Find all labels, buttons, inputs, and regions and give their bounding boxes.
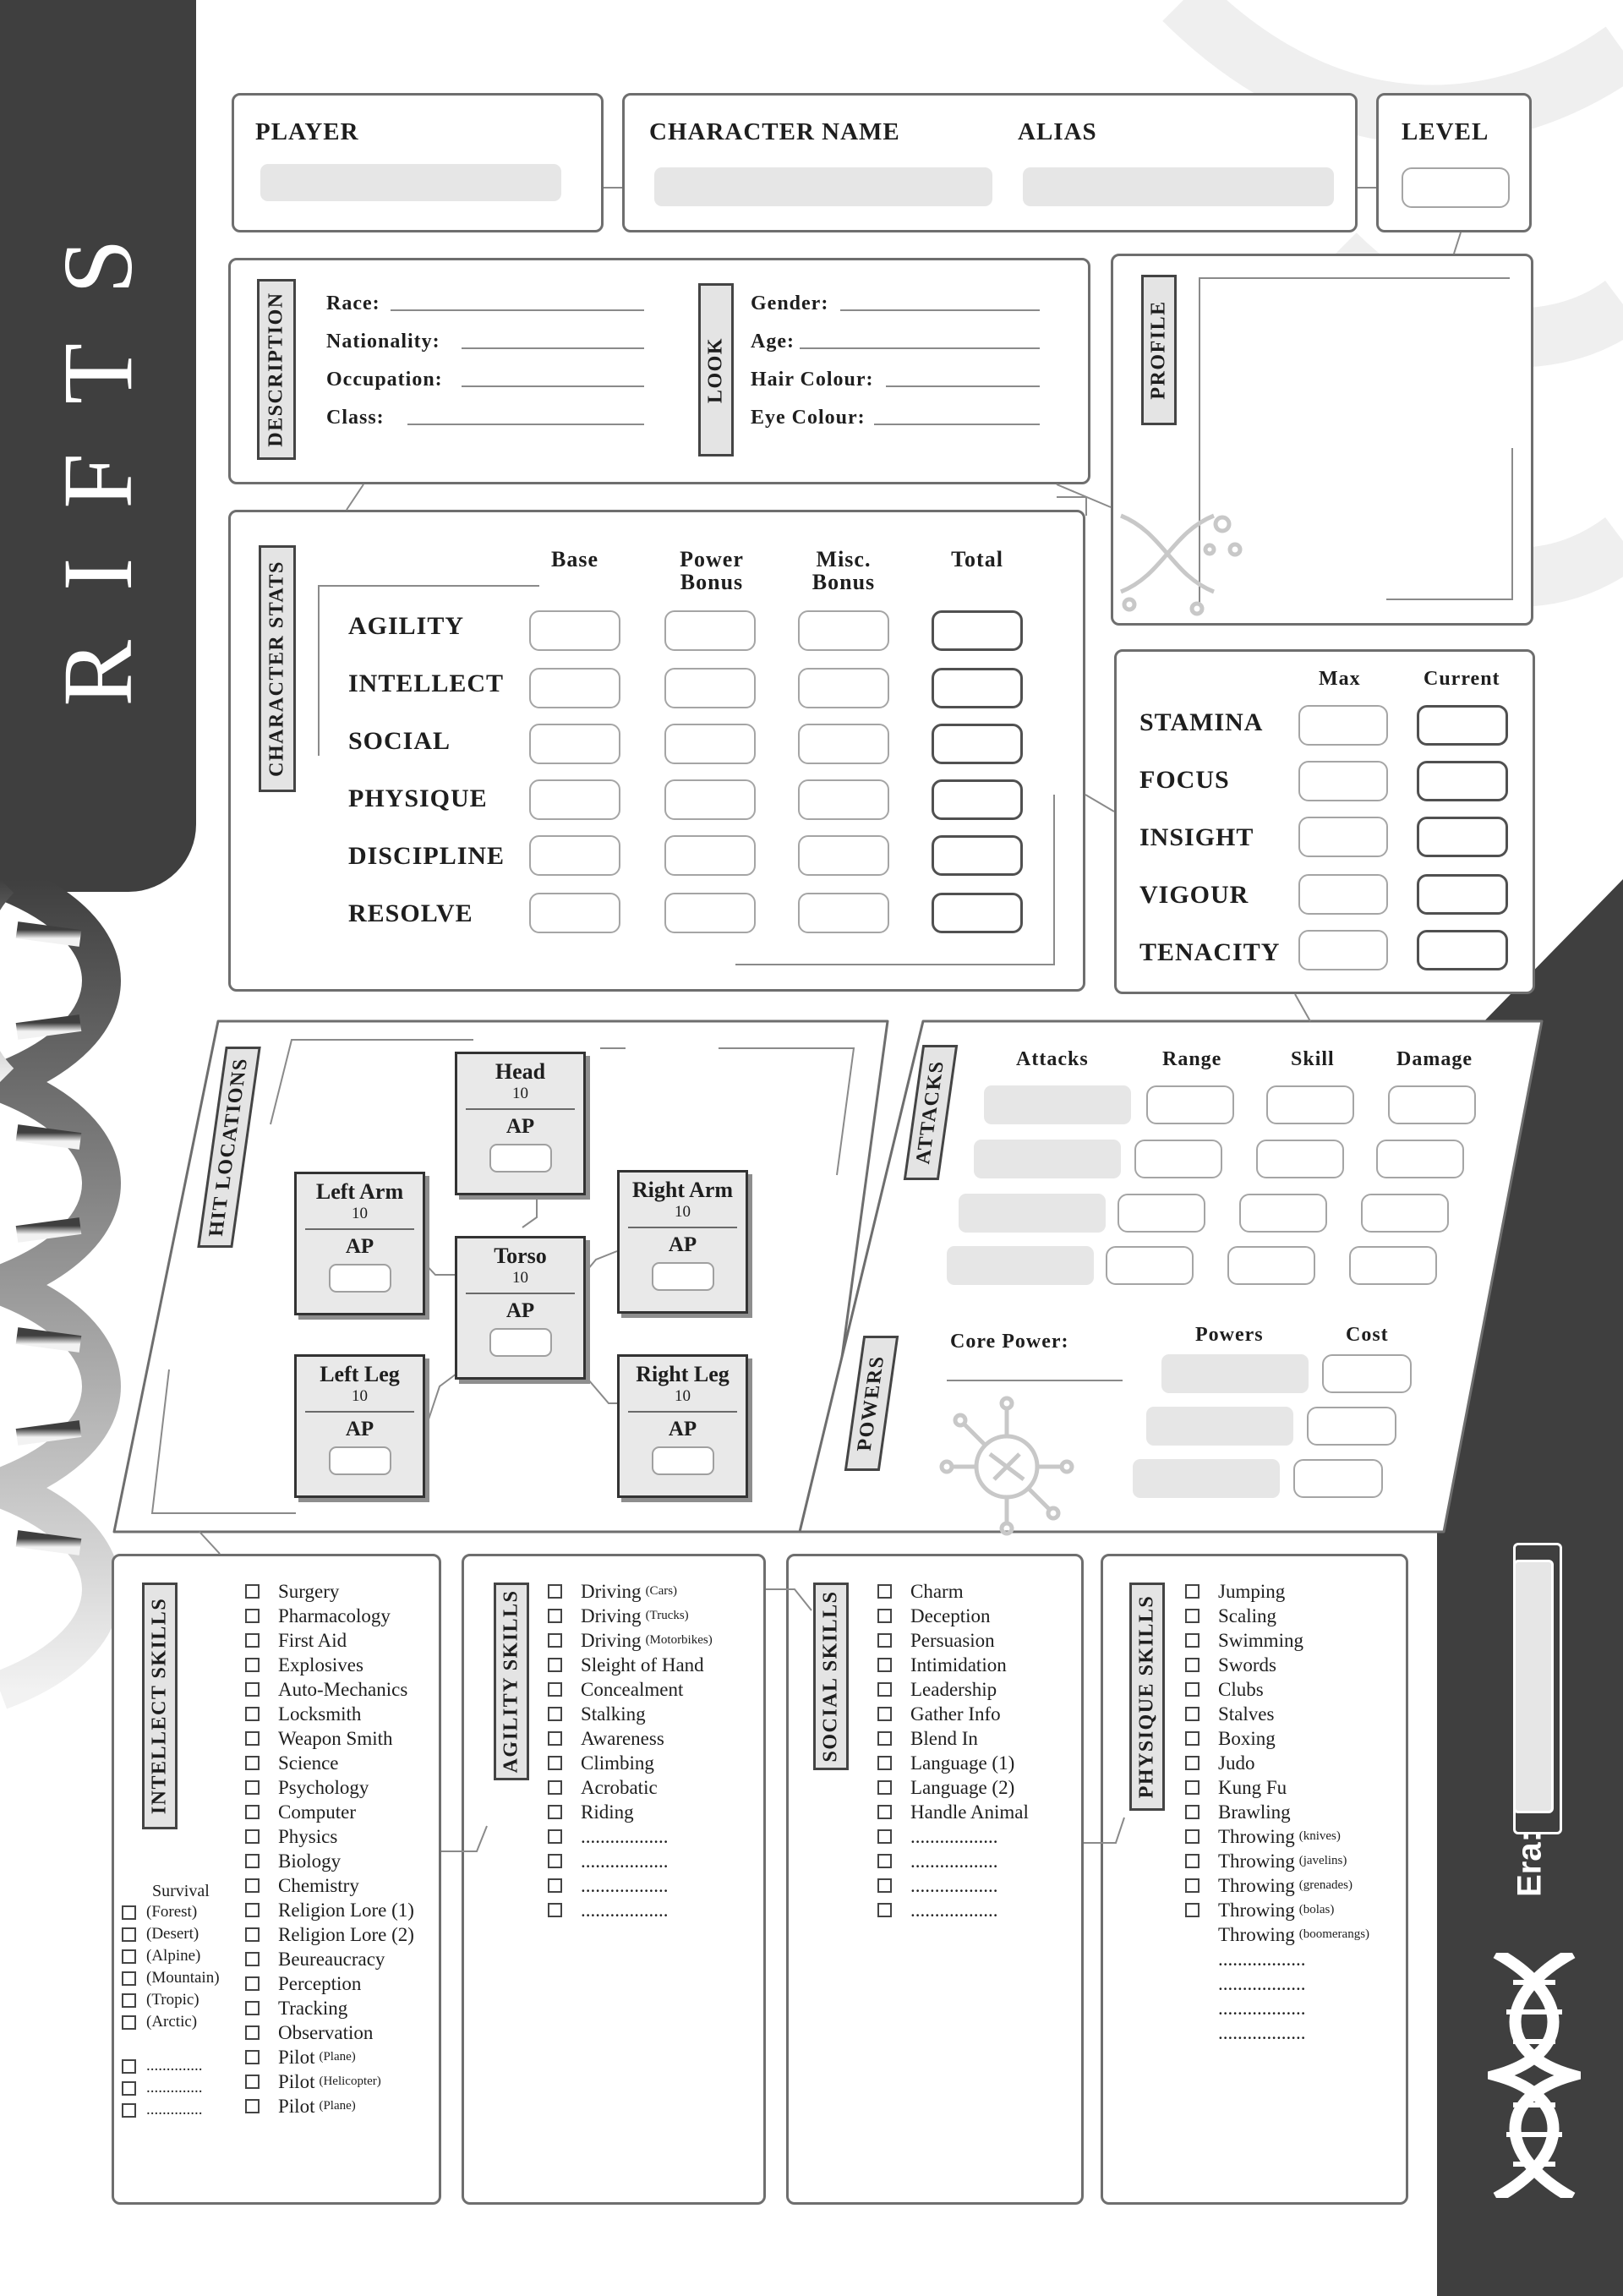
- hair-colour-label: Hair Colour:: [751, 369, 874, 391]
- skill-qualifier: (knives): [1298, 1829, 1341, 1843]
- attacks-col-attacks: Attacks: [1016, 1048, 1089, 1070]
- skill-name: Driving: [581, 1581, 642, 1602]
- skill-name: Throwing: [1218, 1924, 1295, 1945]
- skill-qualifier: (grenades): [1298, 1878, 1353, 1892]
- skill-name: Climbing: [581, 1752, 654, 1774]
- survival-name: ..............: [146, 2079, 203, 2096]
- skill-name: Religion Lore (2): [278, 1924, 414, 1945]
- skill-name: Observation: [278, 2022, 374, 2043]
- occupation-label: Occupation:: [326, 369, 443, 391]
- skill-name: Weapon Smith: [278, 1728, 393, 1749]
- survival-name: (Alpine): [146, 1947, 201, 1965]
- player-label: PLAYER: [255, 118, 359, 145]
- skill-name: Pilot: [278, 2047, 315, 2068]
- nationality-label: Nationality:: [326, 331, 440, 353]
- skill-name: Beureaucracy: [278, 1949, 385, 1970]
- profile-tab: PROFILE: [1141, 275, 1177, 425]
- skill-name: ..................: [581, 1826, 669, 1847]
- skill-name: Driving: [581, 1605, 642, 1626]
- skill-name: Brawling: [1218, 1801, 1291, 1823]
- skill-name: ..................: [910, 1875, 998, 1896]
- physique-skills-tab: PHYSIQUE SKILLS: [1129, 1583, 1165, 1811]
- skill-name: Kung Fu: [1218, 1777, 1287, 1798]
- skill-name: Handle Animal: [910, 1801, 1029, 1823]
- survival-label: Survival: [152, 1882, 210, 1900]
- skill-name: Leadership: [910, 1679, 997, 1700]
- skill-name: First Aid: [278, 1630, 347, 1651]
- era-label: Era:: [1511, 1831, 1549, 1897]
- stat-social: SOCIAL: [348, 727, 451, 755]
- skill-name: ..................: [910, 1850, 998, 1872]
- skill-name: ..................: [1218, 1998, 1306, 2019]
- pool-insight: INSIGHT: [1139, 823, 1254, 851]
- survival-name: (Mountain): [146, 1969, 220, 1987]
- hit-location-right-leg: Right Leg 10 AP: [617, 1354, 748, 1498]
- social-skills-tab: SOCIAL SKILLS: [813, 1583, 849, 1770]
- survival-name: (Forest): [146, 1903, 198, 1921]
- stats-col-total: Total: [951, 547, 1003, 571]
- skill-qualifier: (Plane): [319, 2050, 356, 2064]
- stat-intellect: INTELLECT: [348, 670, 505, 697]
- stats-col-base: Base: [551, 547, 598, 571]
- skill-name: Intimidation: [910, 1654, 1007, 1676]
- powers-col-cost: Cost: [1346, 1324, 1389, 1346]
- skill-name: Scaling: [1218, 1605, 1276, 1626]
- hit-location-torso: Torso 10 AP: [455, 1236, 586, 1380]
- attacks-col-damage: Damage: [1396, 1048, 1473, 1070]
- brand-title: RIFTS: [42, 189, 153, 707]
- stat-resolve: RESOLVE: [348, 899, 473, 927]
- survival-name: (Arctic): [146, 2013, 198, 2031]
- skill-name: Religion Lore (1): [278, 1900, 414, 1921]
- skill-name: Boxing: [1218, 1728, 1276, 1749]
- pools-col-current: Current: [1424, 668, 1500, 690]
- skill-name: ..................: [1218, 1949, 1306, 1970]
- skill-name: Perception: [278, 1973, 362, 1994]
- skill-qualifier: (Helicopter): [319, 2075, 381, 2088]
- skill-name: ..................: [1218, 2022, 1306, 2043]
- skill-name: Stalves: [1218, 1703, 1275, 1725]
- skill-name: Psychology: [278, 1777, 369, 1798]
- stats-col-power-bonus: Power Bonus: [680, 547, 744, 595]
- skill-name: Stalking: [581, 1703, 646, 1725]
- hit-location-left-leg: Left Leg 10 AP: [294, 1354, 425, 1498]
- pool-focus: FOCUS: [1139, 766, 1230, 794]
- alias-label: ALIAS: [1018, 118, 1097, 145]
- age-label: Age:: [751, 331, 795, 353]
- powers-col-powers: Powers: [1195, 1324, 1264, 1346]
- skill-name: ..................: [910, 1900, 998, 1921]
- skill-name: Swords: [1218, 1654, 1277, 1676]
- skill-name: ..................: [581, 1900, 669, 1921]
- skill-name: Driving: [581, 1630, 642, 1651]
- survival-name: (Tropic): [146, 1991, 199, 2009]
- skill-name: Auto-Mechanics: [278, 1679, 408, 1700]
- survival-name: (Desert): [146, 1925, 199, 1943]
- skill-name: Locksmith: [278, 1703, 362, 1725]
- description-tab: DESCRIPTION: [257, 279, 296, 460]
- skill-name: Computer: [278, 1801, 356, 1823]
- skill-name: Tracking: [278, 1998, 348, 2019]
- look-tab: LOOK: [698, 283, 734, 456]
- survival-name: ..............: [146, 2101, 203, 2118]
- powers-tab: POWERS: [844, 1336, 899, 1471]
- skill-name: Riding: [581, 1801, 634, 1823]
- skill-qualifier: (Cars): [645, 1584, 678, 1598]
- skill-name: Throwing: [1218, 1875, 1295, 1896]
- stats-col-misc-bonus: Misc. Bonus: [812, 547, 876, 595]
- skill-name: Jumping: [1218, 1581, 1286, 1602]
- skill-name: Biology: [278, 1850, 342, 1872]
- skill-name: Deception: [910, 1605, 991, 1626]
- hit-location-left-arm: Left Arm 10 AP: [294, 1172, 425, 1315]
- hit-location-head: Head 10 AP: [455, 1052, 586, 1195]
- skill-name: Throwing: [1218, 1850, 1295, 1872]
- hit-location-right-arm: Right Arm 10 AP: [617, 1170, 748, 1314]
- skill-name: Language (1): [910, 1752, 1015, 1774]
- skill-name: ..................: [910, 1826, 998, 1847]
- skill-name: Concealment: [581, 1679, 684, 1700]
- skill-name: ..................: [581, 1850, 669, 1872]
- skill-qualifier: (Trucks): [645, 1609, 689, 1622]
- intellect-skills-tab: INTELLECT SKILLS: [142, 1583, 178, 1829]
- agility-skills-tab: AGILITY SKILLS: [494, 1583, 529, 1780]
- skill-name: Sleight of Hand: [581, 1654, 704, 1676]
- skill-name: Blend In: [910, 1728, 978, 1749]
- skill-qualifier: (Plane): [319, 2099, 356, 2113]
- skill-name: Charm: [910, 1581, 964, 1602]
- skill-name: Explosives: [278, 1654, 363, 1676]
- skill-name: ..................: [581, 1875, 669, 1896]
- skill-name: Physics: [278, 1826, 338, 1847]
- stat-agility: AGILITY: [348, 612, 465, 640]
- skill-name: Pharmacology: [278, 1605, 391, 1626]
- character-name-label: CHARACTER NAME: [649, 118, 900, 145]
- eye-colour-label: Eye Colour:: [751, 407, 866, 429]
- skill-name: Acrobatic: [581, 1777, 658, 1798]
- skill-qualifier: (bolas): [1298, 1903, 1335, 1916]
- stat-discipline: DISCIPLINE: [348, 842, 505, 870]
- stat-physique: PHYSIQUE: [348, 784, 488, 812]
- gender-label: Gender:: [751, 292, 829, 314]
- attacks-col-range: Range: [1162, 1048, 1222, 1070]
- skill-name: Persuasion: [910, 1630, 995, 1651]
- skill-name: Chemistry: [278, 1875, 359, 1896]
- skill-name: Clubs: [1218, 1679, 1264, 1700]
- skill-name: Language (2): [910, 1777, 1015, 1798]
- hit-locations-tab: HIT LOCATIONS: [197, 1047, 260, 1248]
- pools-col-max: Max: [1319, 668, 1361, 690]
- skill-name: Science: [278, 1752, 339, 1774]
- skill-name: Judo: [1218, 1752, 1255, 1774]
- race-label: Race:: [326, 292, 380, 314]
- skill-name: Gather Info: [910, 1703, 1001, 1725]
- skill-name: Awareness: [581, 1728, 664, 1749]
- skill-name: Throwing: [1218, 1826, 1295, 1847]
- attacks-col-skill: Skill: [1291, 1048, 1335, 1070]
- attacks-tab: ATTACKS: [904, 1045, 958, 1180]
- class-label: Class:: [326, 407, 385, 429]
- pool-stamina: STAMINA: [1139, 708, 1264, 736]
- skill-qualifier: (Motorbikes): [645, 1633, 713, 1647]
- skill-name: Swimming: [1218, 1630, 1303, 1651]
- skill-name: Throwing: [1218, 1900, 1295, 1921]
- skill-name: Pilot: [278, 2096, 315, 2117]
- level-label: LEVEL: [1402, 118, 1489, 145]
- skill-name: Surgery: [278, 1581, 340, 1602]
- pool-vigour: VIGOUR: [1139, 881, 1249, 909]
- character-stats-tab: CHARACTER STATS: [259, 545, 296, 792]
- skill-name: ..................: [1218, 1973, 1306, 1994]
- pool-tenacity: TENACITY: [1139, 938, 1281, 966]
- survival-name: ..............: [146, 2057, 203, 2075]
- skill-name: Pilot: [278, 2071, 315, 2092]
- skill-qualifier: (javelins): [1298, 1854, 1347, 1867]
- core-power-label: Core Power:: [950, 1331, 1069, 1353]
- skill-qualifier: (boomerangs): [1298, 1927, 1370, 1941]
